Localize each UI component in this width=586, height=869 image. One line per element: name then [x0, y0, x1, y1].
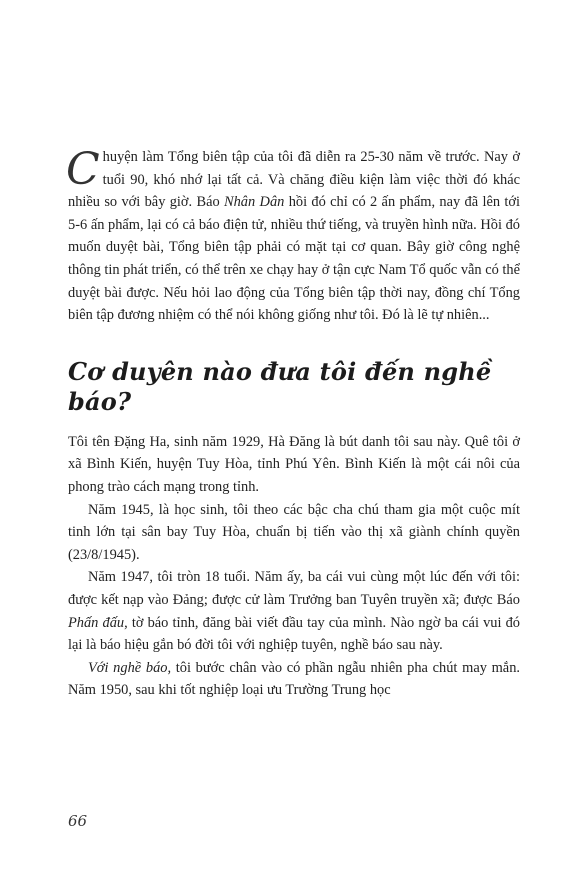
section-heading: Cơ duyên nào đưa tôi đến nghề báo? — [68, 356, 492, 416]
paragraph-2: Năm 1945, là học sinh, tôi theo các bậc cha chú tham gia một cuộc mít tinh lớn tại sân bay Tuy Hòa, chuẩn bị tiến vào thị xã giành chính quyền (23/8/1945). — [68, 501, 520, 563]
paragraph-4-text: tôi bước chân vào có phần ngẫu nhiên pha chút may mắn. Năm 1950, sau khi tốt nghiệp loại ưu Trường Trung học — [68, 659, 520, 699]
page-number: 66 — [68, 812, 88, 830]
paragraph-3-text-a: Năm 1947, tôi tròn 18 tuổi. Năm ấy, ba cái vui cùng một lúc đến với tôi: được kết nạp vào Đảng; được cử làm Trưởng ban Tuyên truyền xã; được Báo — [68, 569, 520, 608]
intro-newspaper-name: Nhân Dân — [224, 194, 285, 211]
paragraph-4-emphasis: Với nghề báo, — [88, 659, 172, 676]
intro-text-2: hồi đó chỉ có 2 ấn phẩm, nay đã lên tới 5-6 ấn phẩm, lại có cả báo điện tử, nhiều thứ tiếng, và truyền hình nữa. Hồi đó muốn duyệt bài, Tổng biên tập phải có mặt tại cơ quan. Bây giờ công nghệ thông tin phát triển, có thể trên xe chạy hay ở tận cực Nam Tổ quốc vẫn có thể duyệt bài được. Nếu hỏi lao động của Tổng biên tập thời nay, đồng chí Tổng biên tập đương nhiệm có thể nói không giống như tôi. Đó là lẽ tự nhiên... — [68, 194, 520, 324]
paragraph-3-text-b: , tờ báo tỉnh, đăng bài viết đầu tay của mình. Nào ngờ ba cái vui đó lại là báo hiệu gắn bó đời tôi với nghiệp tuyên, nghề báo sau này. — [68, 614, 520, 654]
drop-cap: C — [66, 144, 100, 195]
paragraph-4 — [68, 657, 520, 702]
intro-text-1: huyện làm Tổng biên tập của tôi đã diễn ra 25-30 năm về trước. Nay ở tuổi 90, khó nhớ lại tất cả. Và chăng điều kiện làm việc thời đó khác nhiều so với bây giờ. Báo — [68, 149, 520, 211]
paragraph-3-newspaper-name: Phấn đấu — [68, 614, 125, 631]
page-body — [68, 146, 520, 702]
intro-paragraph — [68, 146, 520, 327]
paragraph-3 — [68, 566, 520, 656]
paragraph-1: Tôi tên Đặng Ha, sinh năm 1929, Hà Đăng là bút danh tôi sau này. Quê tôi ở xã Bình Kiến, huyện Tuy Hòa, tỉnh Phú Yên. Bình Kiến là một cái nôi của phong trào cách mạng trong tỉnh. — [68, 433, 520, 495]
